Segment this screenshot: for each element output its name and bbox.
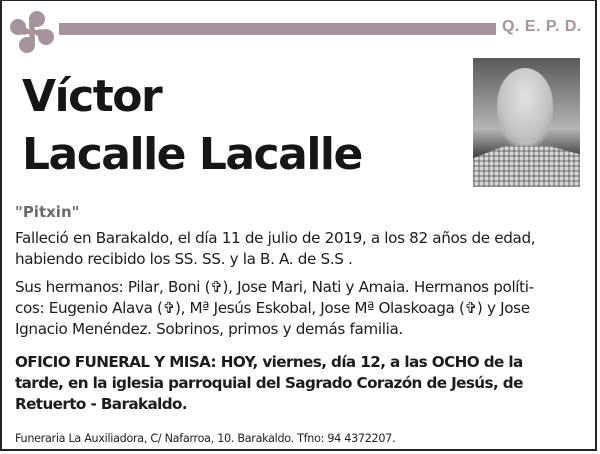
header-bar — [59, 23, 496, 35]
text-line: habiendo recibido los SS. SS. y la B. A. de S.S . — [15, 250, 353, 268]
funeral-home-info: Funeraria La Auxiliadora, C/ Nafarroa, 10. Barakaldo. Tfno: 94 4372207. — [15, 432, 396, 445]
text-line: Falleció en Barakaldo, el día 11 de julio de 2019, a los 82 años de edad, — [15, 229, 536, 247]
text-line: cos: Eugenio Alava (✞), Mª Jesús Eskobal, Jose Mª Olaskoaga (✞) y Jose — [15, 299, 530, 317]
text-line: tarde, en la iglesia parroquial del Sagrado Corazón de Jesús, de — [15, 374, 523, 392]
alias: "Pitxin" — [15, 203, 80, 221]
qepd-label: Q. E. P. D. — [502, 18, 582, 35]
photo-shirt — [473, 146, 580, 187]
deceased-name — [22, 68, 362, 184]
first-name: Víctor — [22, 71, 162, 122]
family-paragraph — [15, 277, 590, 340]
text-line: Ignacio Menéndez. Sobrinos, primos y demás familia. — [15, 320, 403, 338]
text-line: Retuerto - Barakaldo. — [15, 395, 188, 413]
deceased-photo — [473, 58, 580, 187]
lauburu-icon — [9, 10, 55, 54]
text-line: Sus hermanos: Pilar, Boni (✞), Jose Mari, Nati y Amaia. Hermanos políti- — [15, 278, 534, 296]
text-line: OFICIO FUNERAL Y MISA: HOY, viernes, día 12, a las OCHO de la — [15, 353, 523, 371]
surnames: Lacalle Lacalle — [22, 129, 362, 180]
death-notice-paragraph — [15, 228, 590, 270]
photo-face — [497, 68, 553, 142]
funeral-paragraph — [15, 352, 590, 415]
